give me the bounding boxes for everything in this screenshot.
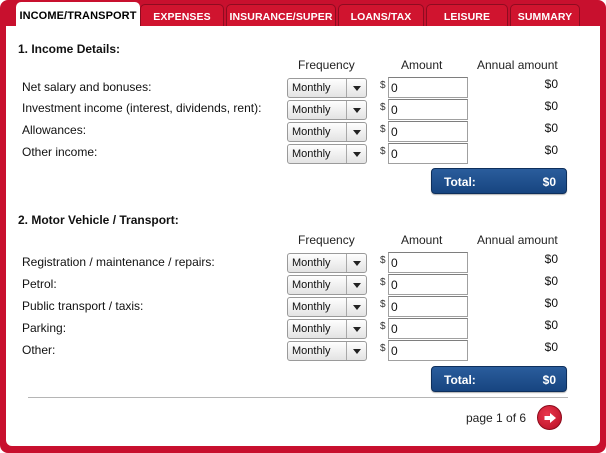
transport-frequency-select[interactable]: Monthly (287, 319, 367, 339)
transport-amount-input[interactable] (388, 340, 468, 361)
income-total-box (431, 168, 567, 194)
income-annual-value: $0 (544, 77, 558, 91)
income-section-title: 1. Income Details: (18, 42, 121, 56)
arrow-right-icon (543, 411, 557, 425)
currency-symbol: $ (380, 321, 386, 332)
tab-leisure[interactable]: LEISURE (426, 4, 508, 28)
transport-section-title: 2. Motor Vehicle / Transport: (18, 213, 179, 227)
total-label: Total: (444, 175, 476, 189)
chevron-down-icon (346, 342, 366, 360)
income-frequency-select[interactable]: Monthly (287, 122, 367, 142)
amount-column-header: Amount (401, 233, 443, 247)
annual-column-header: Annual amount (477, 233, 558, 247)
total-value: $0 (542, 373, 556, 387)
amount-column-header: Amount (401, 58, 443, 72)
income-row-label: Other income: (22, 145, 98, 159)
page-indicator: page 1 of 6 (466, 411, 527, 425)
income-frequency-select[interactable]: Monthly (287, 100, 367, 120)
income-row-label: Investment income (interest, dividends, rent): (22, 101, 262, 115)
income-row-label: Allowances: (22, 123, 87, 137)
transport-annual-value: $0 (544, 318, 558, 332)
chevron-down-icon (346, 254, 366, 272)
currency-symbol: $ (380, 80, 386, 91)
transport-annual-value: $0 (544, 252, 558, 266)
transport-frequency-select[interactable]: Monthly (287, 275, 367, 295)
tab-expenses[interactable]: EXPENSES (140, 4, 224, 28)
income-amount-input[interactable] (388, 77, 468, 98)
income-amount-input[interactable] (388, 143, 468, 164)
total-label: Total: (444, 373, 476, 387)
currency-symbol: $ (380, 124, 386, 135)
currency-symbol: $ (380, 277, 386, 288)
transport-amount-input[interactable] (388, 252, 468, 273)
income-amount-input[interactable] (388, 121, 468, 142)
total-value: $0 (542, 175, 556, 189)
chevron-down-icon (346, 123, 366, 141)
transport-amount-input[interactable] (388, 318, 468, 339)
transport-annual-value: $0 (544, 340, 558, 354)
tab-income-transport[interactable]: INCOME/TRANSPORT (16, 2, 140, 28)
frequency-column-header: Frequency (298, 58, 355, 72)
income-annual-value: $0 (544, 99, 558, 113)
income-frequency-select[interactable]: Monthly (287, 78, 367, 98)
chevron-down-icon (346, 276, 366, 294)
chevron-down-icon (346, 79, 366, 97)
income-frequency-select[interactable]: Monthly (287, 144, 367, 164)
frequency-column-header: Frequency (298, 233, 355, 247)
transport-frequency-select[interactable]: Monthly (287, 341, 367, 361)
income-amount-input[interactable] (388, 99, 468, 120)
transport-frequency-select[interactable]: Monthly (287, 297, 367, 317)
currency-symbol: $ (380, 102, 386, 113)
tab-insurance-super[interactable]: INSURANCE/SUPER (226, 4, 336, 28)
footer-divider (28, 397, 568, 398)
transport-row-label: Other: (22, 343, 56, 357)
transport-annual-value: $0 (544, 296, 558, 310)
tab-summary[interactable]: SUMMARY (510, 4, 580, 28)
transport-row-label: Public transport / taxis: (22, 299, 144, 313)
transport-total-box (431, 366, 567, 392)
currency-symbol: $ (380, 343, 386, 354)
transport-row-label: Parking: (22, 321, 67, 335)
currency-symbol: $ (380, 146, 386, 157)
transport-annual-value: $0 (544, 274, 558, 288)
currency-symbol: $ (380, 299, 386, 310)
transport-amount-input[interactable] (388, 296, 468, 317)
income-row-label: Net salary and bonuses: (22, 80, 152, 94)
transport-amount-input[interactable] (388, 274, 468, 295)
transport-frequency-select[interactable]: Monthly (287, 253, 367, 273)
chevron-down-icon (346, 320, 366, 338)
chevron-down-icon (346, 298, 366, 316)
chevron-down-icon (346, 145, 366, 163)
tab-loans-tax[interactable]: LOANS/TAX (338, 4, 424, 28)
chevron-down-icon (346, 101, 366, 119)
tab-bar (0, 0, 606, 28)
annual-column-header: Annual amount (477, 58, 558, 72)
transport-row-label: Petrol: (22, 277, 57, 291)
next-page-button[interactable] (537, 405, 562, 430)
transport-row-label: Registration / maintenance / repairs: (22, 255, 215, 269)
income-annual-value: $0 (544, 121, 558, 135)
currency-symbol: $ (380, 255, 386, 266)
income-annual-value: $0 (544, 143, 558, 157)
